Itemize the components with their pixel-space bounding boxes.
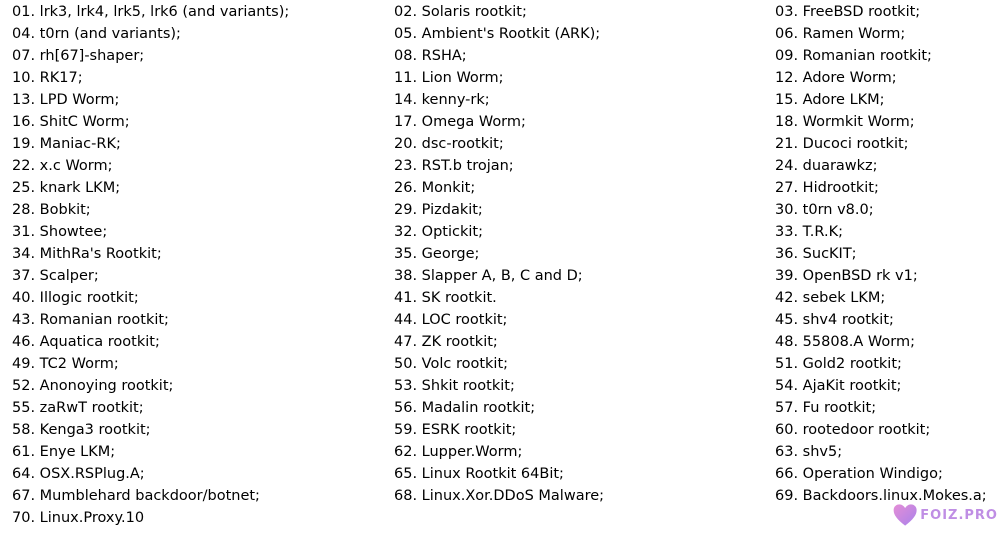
list-item: 19. Maniac-RK; [12, 136, 121, 152]
list-item: 24. duarawkz; [775, 158, 878, 174]
list-item: 62. Lupper.Worm; [394, 444, 523, 460]
list-item: 26. Monkit; [394, 180, 476, 196]
list-item: 36. SucKIT; [775, 246, 857, 262]
list-item: 15. Adore LKM; [775, 92, 885, 108]
list-item: 10. RK17; [12, 70, 83, 86]
list-item: 35. George; [394, 246, 480, 262]
list-item: 43. Romanian rootkit; [12, 312, 169, 328]
list-item: 31. Showtee; [12, 224, 108, 240]
list-item: 27. Hidrootkit; [775, 180, 879, 196]
watermark-text: FOIZ.PRO [920, 507, 998, 523]
list-item: 49. TC2 Worm; [12, 356, 119, 372]
list-item: 22. x.c Worm; [12, 158, 113, 174]
list-item: 38. Slapper A, B, C and D; [394, 268, 583, 284]
list-item: 70. Linux.Proxy.10 [12, 510, 145, 526]
list-item: 23. RST.b trojan; [394, 158, 514, 174]
heart-logo-icon [892, 499, 918, 531]
list-item: 33. T.R.K; [775, 224, 843, 240]
list-item: 53. Shkit rootkit; [394, 378, 515, 394]
list-item: 13. LPD Worm; [12, 92, 120, 108]
list-item: 59. ESRK rootkit; [394, 422, 517, 438]
list-item: 51. Gold2 rootkit; [775, 356, 902, 372]
list-item: 56. Madalin rootkit; [394, 400, 536, 416]
list-item: 64. OSX.RSPlug.A; [12, 466, 145, 482]
list-item: 14. kenny-rk; [394, 92, 490, 108]
list-item: 05. Ambient's Rootkit (ARK); [394, 26, 601, 42]
list-item: 06. Ramen Worm; [775, 26, 906, 42]
list-item: 08. RSHA; [394, 48, 467, 64]
list-item: 69. Backdoors.linux.Mokes.a; [775, 488, 987, 504]
list-item: 66. Operation Windigo; [775, 466, 943, 482]
list-item: 18. Wormkit Worm; [775, 114, 915, 130]
list-item: 37. Scalper; [12, 268, 99, 284]
list-item: 21. Ducoci rootkit; [775, 136, 909, 152]
list-item: 61. Enye LKM; [12, 444, 116, 460]
list-item: 42. sebek LKM; [775, 290, 886, 306]
list-item: 12. Adore Worm; [775, 70, 897, 86]
list-item: 29. Pizdakit; [394, 202, 483, 218]
list-item: 63. shv5; [775, 444, 843, 460]
list-item: 04. t0rn (and variants); [12, 26, 181, 42]
list-item: 48. 55808.A Worm; [775, 334, 916, 350]
list-item: 41. SK rootkit. [394, 290, 497, 306]
list-item: 01. lrk3, lrk4, lrk5, lrk6 (and variants); [12, 4, 290, 20]
list-item: 45. shv4 rootkit; [775, 312, 894, 328]
list-item: 52. Anonoying rootkit; [12, 378, 174, 394]
list-item: 34. MithRa's Rootkit; [12, 246, 162, 262]
list-item: 20. dsc-rootkit; [394, 136, 504, 152]
list-item: 44. LOC rootkit; [394, 312, 508, 328]
list-item: 58. Kenga3 rootkit; [12, 422, 151, 438]
list-item: 28. Bobkit; [12, 202, 91, 218]
list-item: 54. AjaKit rootkit; [775, 378, 902, 394]
list-item: 32. Optickit; [394, 224, 483, 240]
list-item: 60. rootedoor rootkit; [775, 422, 931, 438]
list-item: 68. Linux.Xor.DDoS Malware; [394, 488, 605, 504]
list-item: 40. Illogic rootkit; [12, 290, 139, 306]
list-item: 57. Fu rootkit; [775, 400, 877, 416]
list-item: 11. Lion Worm; [394, 70, 504, 86]
list-item: 03. FreeBSD rootkit; [775, 4, 921, 20]
list-item: 07. rh[67]-shaper; [12, 48, 145, 64]
list-item: 16. ShitC Worm; [12, 114, 130, 130]
list-item: 09. Romanian rootkit; [775, 48, 932, 64]
list-item: 67. Mumblehard backdoor/botnet; [12, 488, 260, 504]
list-item: 55. zaRwT rootkit; [12, 400, 144, 416]
rootkit-list [12, 1, 998, 529]
list-item: 17. Omega Worm; [394, 114, 526, 130]
list-item: 47. ZK rootkit; [394, 334, 498, 350]
list-item: 02. Solaris rootkit; [394, 4, 527, 20]
watermark [892, 496, 998, 534]
list-item: 65. Linux Rootkit 64Bit; [394, 466, 564, 482]
list-item: 30. t0rn v8.0; [775, 202, 874, 218]
list-item: 46. Aquatica rootkit; [12, 334, 160, 350]
list-item: 50. Volc rootkit; [394, 356, 509, 372]
list-item: 39. OpenBSD rk v1; [775, 268, 918, 284]
list-item: 25. knark LKM; [12, 180, 121, 196]
